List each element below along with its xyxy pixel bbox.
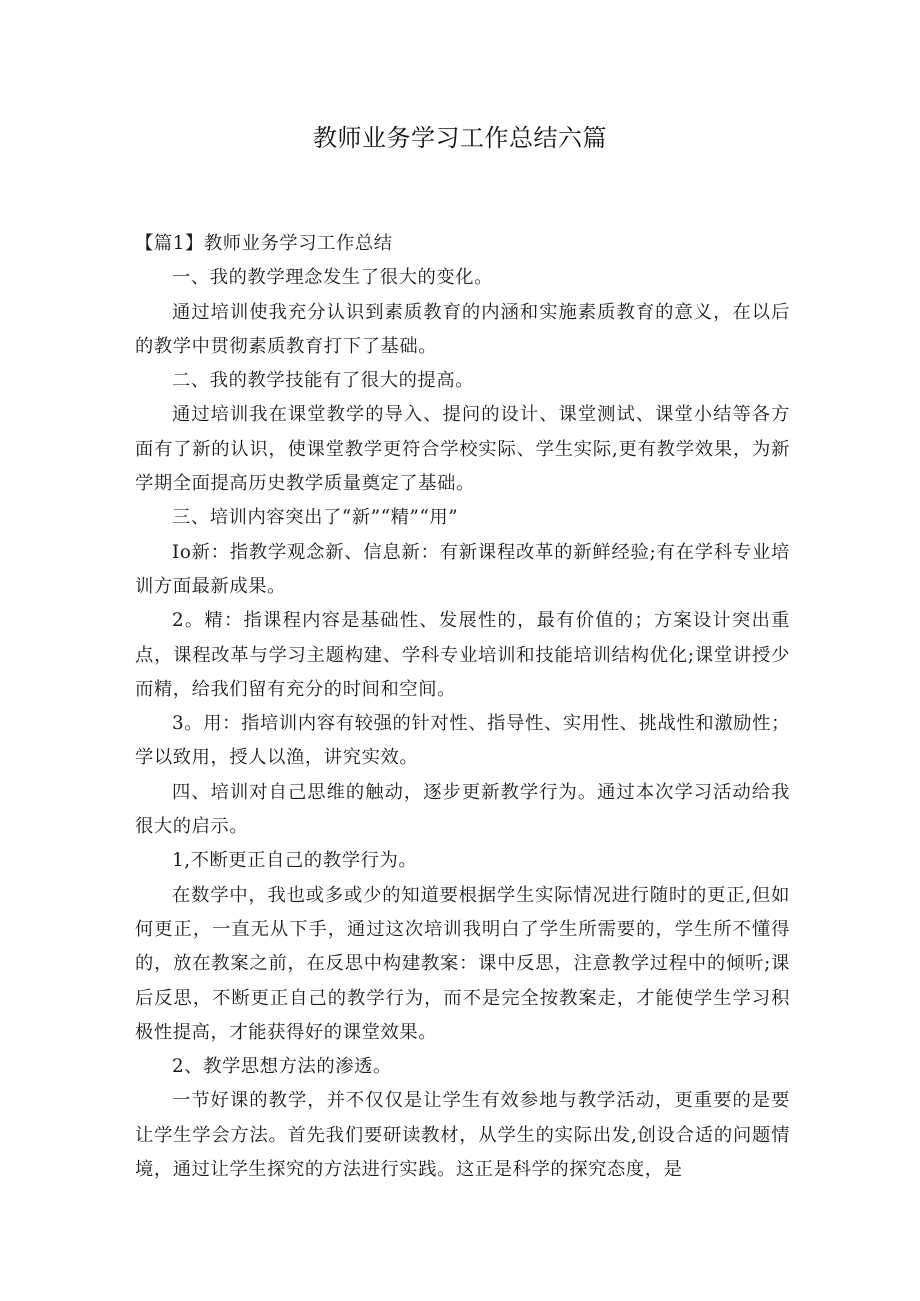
paragraph: 1,不断更正自己的教学行为。 (172, 850, 418, 872)
paragraph: 通过培训使我充分认识到素质教育的内涵和实施素质教育的意义，在以后的教学中贯彻素质教育打下了基础。 (135, 301, 790, 357)
document-title: 教师业务学习工作总结六篇 (313, 124, 607, 152)
paragraph: 三、培训内容突出了“新”“精”“用” (172, 507, 459, 529)
paragraph: 一、我的教学理念发生了很大的变化。 (172, 267, 493, 289)
paragraph: 四、培训对自己思维的触动，逐步更新教学行为。通过本次学习活动给我很大的启示。 (135, 781, 790, 838)
paragraph: 二、我的教学技能有了很大的提高。 (172, 370, 475, 392)
document-body (135, 227, 790, 1187)
paragraph: 一节好课的教学，并不仅仅是让学生有效参地与教学活动，更重要的是要让学生学会方法。首先我们要研读教材，从学生的实际出发,创设合适的问题情境，通过让学生探究的方法进行实践。这正是科学的探究态度，是 (135, 1090, 790, 1181)
paragraph: 2、教学思想方法的渗透。 (172, 1056, 392, 1078)
paragraph: 通过培训我在课堂教学的导入、提问的设计、课堂测试、课堂小结等各方面有了新的认识，使课堂教学更符合学校实际、学生实际,更有教学效果，为新学期全面提高历史教学质量奠定了基础。 (135, 404, 790, 495)
paragraph: Io新：指教学观念新、信息新：有新课程改革的新鲜经验;有在学科专业培训方面最新成果。 (135, 541, 790, 597)
section-heading: 【篇1】教师业务学习工作总结 (135, 233, 393, 254)
paragraph: 2。精：指课程内容是基础性、发展性的，最有价值的；方案设计突出重点，课程改革与学习主题构建、学科专业培训和技能培训结构优化;课堂讲授少而精，给我们留有充分的时间和空间。 (135, 610, 790, 700)
paragraph: 3。用：指培训内容有较强的针对性、指导性、实用性、挑战性和激励性；学以致用，授人以渔，讲究实效。 (135, 713, 790, 769)
paragraph: 在数学中，我也或多或少的知道要根据学生实际情况进行随时的更正,但如何更正，一直无从下手，通过这次培训我明白了学生所需要的，学生所不懂得的，放在教案之前，在反思中构建教案：课中反思，注意教学过程中的倾听;课后反思，不断更正自己的教学行为，而不是完全按教案走，才能使学生学习积极性提高，才能获得好的课堂效果。 (135, 884, 790, 1043)
